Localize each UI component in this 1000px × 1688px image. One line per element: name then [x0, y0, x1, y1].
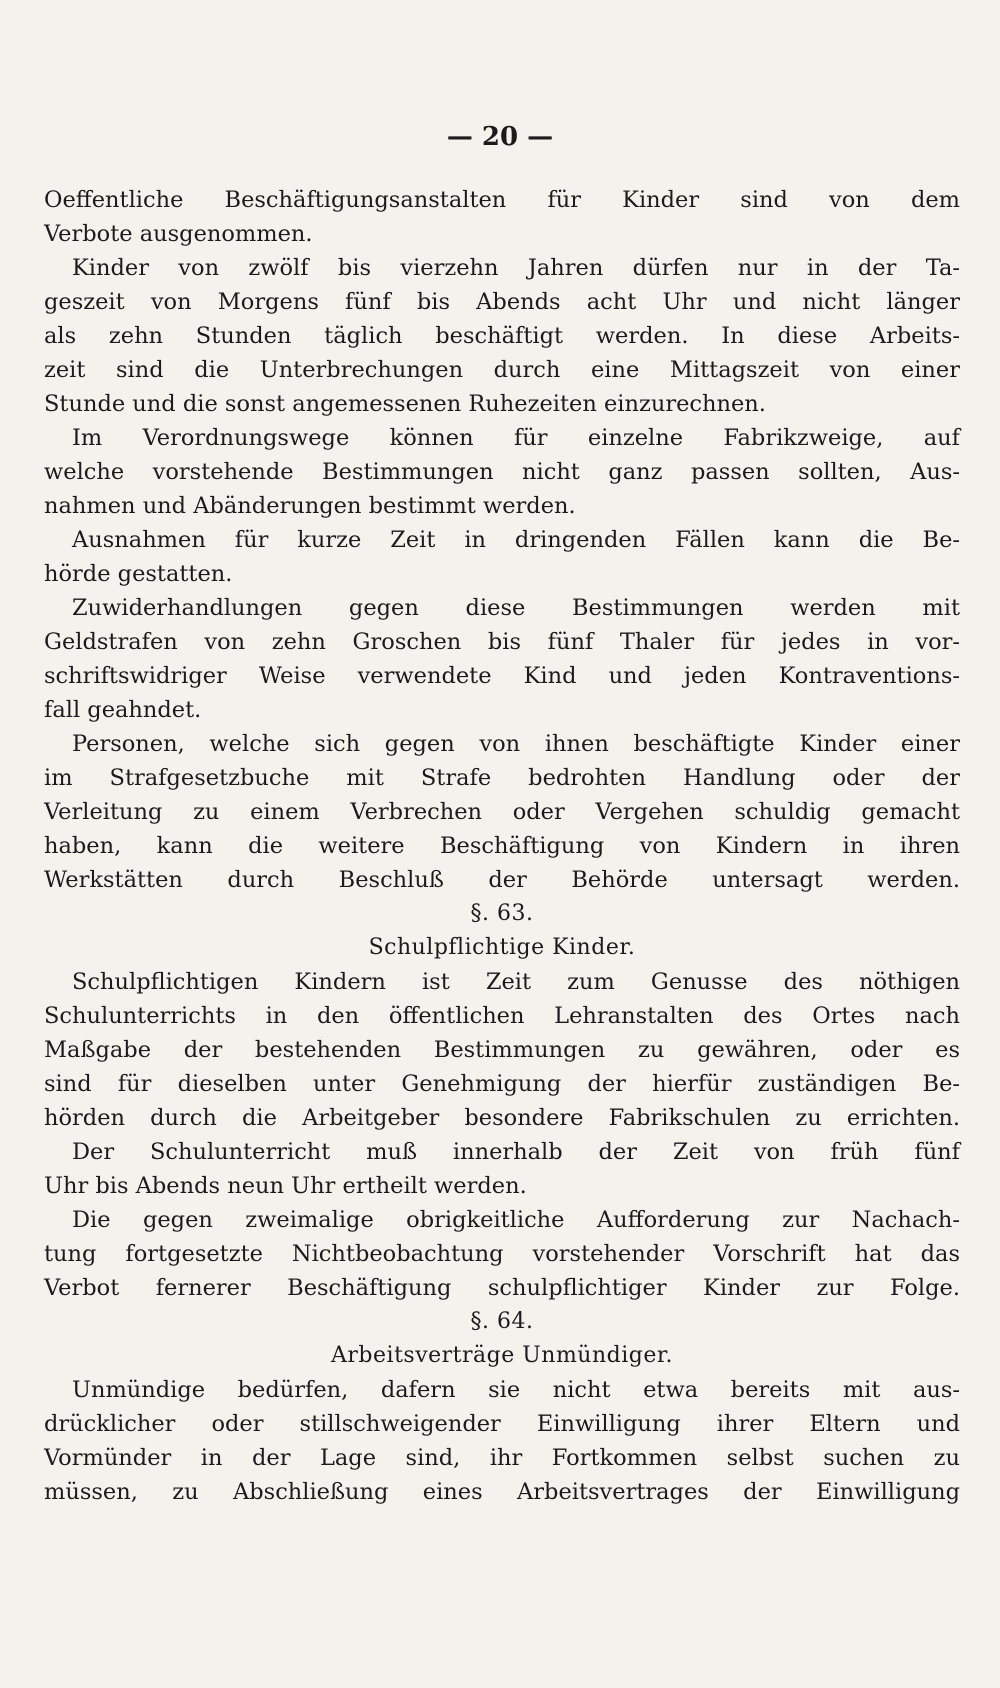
text-line: fall geahndet.	[44, 697, 202, 723]
text-line: Die gegen zweimalige obrigkeitliche Aufforderung zur Nachach-	[72, 1207, 960, 1233]
text-line: Vormünder in der Lage sind, ihr Fortkommen selbst suchen zu	[44, 1445, 960, 1471]
text-line: Der Schulunterricht muß innerhalb der Zeit von früh fünf	[72, 1139, 960, 1165]
text-line: sind für dieselben unter Genehmigung der hierfür zuständigen Be-	[44, 1071, 960, 1097]
body-text	[44, 183, 960, 1509]
page-number: — 20 —	[446, 122, 554, 152]
text-line: nahmen und Abänderungen bestimmt werden.	[44, 493, 576, 519]
text-line: Oeffentliche Beschäftigungsanstalten für Kinder sind von dem	[44, 187, 960, 213]
text-line: Werkstätten durch Beschluß der Behörde untersagt werden.	[44, 867, 960, 893]
section-number: §. 63.	[470, 901, 534, 926]
text-line: hörde gestatten.	[44, 561, 233, 587]
text-line: Uhr bis Abends neun Uhr ertheilt werden.	[44, 1173, 527, 1199]
text-line: drücklicher oder stillschweigender Einwilligung ihrer Eltern und	[44, 1411, 960, 1437]
text-line: Verbot fernerer Beschäftigung schulpflichtiger Kinder zur Folge.	[44, 1275, 960, 1301]
text-line: Ausnahmen für kurze Zeit in dringenden Fällen kann die Be-	[72, 527, 960, 553]
text-line: Schulunterrichts in den öffentlichen Lehranstalten des Ortes nach	[44, 1003, 960, 1029]
text-line: geszeit von Morgens fünf bis Abends acht Uhr und nicht länger	[44, 289, 960, 315]
text-line: Kinder von zwölf bis vierzehn Jahren dürfen nur in der Ta-	[72, 255, 960, 281]
section-title: Schulpflichtige Kinder.	[368, 935, 636, 960]
text-line: Geldstrafen von zehn Groschen bis fünf Thaler für jedes in vor-	[44, 629, 960, 655]
section-title: Arbeitsverträge Unmündiger.	[331, 1343, 673, 1368]
text-line: Im Verordnungswege können für einzelne Fabrikzweige, auf	[72, 425, 960, 451]
section-number: §. 64.	[470, 1309, 534, 1334]
text-line: Schulpflichtigen Kindern ist Zeit zum Genusse des nöthigen	[72, 969, 960, 995]
text-line: hörden durch die Arbeitgeber besondere Fabrikschulen zu errichten.	[44, 1105, 960, 1131]
text-line: tung fortgesetzte Nichtbeobachtung vorstehender Vorschrift hat das	[44, 1241, 960, 1267]
text-line: Verbote ausgenommen.	[44, 221, 313, 247]
text-line: haben, kann die weitere Beschäftigung von Kindern in ihren	[44, 833, 960, 859]
text-line: Stunde und die sonst angemessenen Ruhezeiten einzurechnen.	[44, 391, 766, 417]
text-line: welche vorstehende Bestimmungen nicht ganz passen sollten, Aus-	[44, 459, 960, 485]
text-line: als zehn Stunden täglich beschäftigt werden. In diese Arbeits-	[44, 323, 960, 349]
text-line: Personen, welche sich gegen von ihnen beschäftigte Kinder einer	[72, 731, 960, 757]
text-line: Zuwiderhandlungen gegen diese Bestimmungen werden mit	[72, 595, 960, 621]
text-line: müssen, zu Abschließung eines Arbeitsvertrages der Einwilligung	[44, 1479, 960, 1505]
text-line: schriftswidriger Weise verwendete Kind und jeden Kontraventions-	[44, 663, 960, 689]
text-line: im Strafgesetzbuche mit Strafe bedrohten Handlung oder der	[44, 765, 960, 791]
text-line: Unmündige bedürfen, dafern sie nicht etwa bereits mit aus-	[72, 1377, 960, 1403]
text-line: Maßgabe der bestehenden Bestimmungen zu gewähren, oder es	[44, 1037, 960, 1063]
text-line: zeit sind die Unterbrechungen durch eine Mittagszeit von einer	[44, 357, 960, 383]
text-line: Verleitung zu einem Verbrechen oder Vergehen schuldig gemacht	[44, 799, 960, 825]
